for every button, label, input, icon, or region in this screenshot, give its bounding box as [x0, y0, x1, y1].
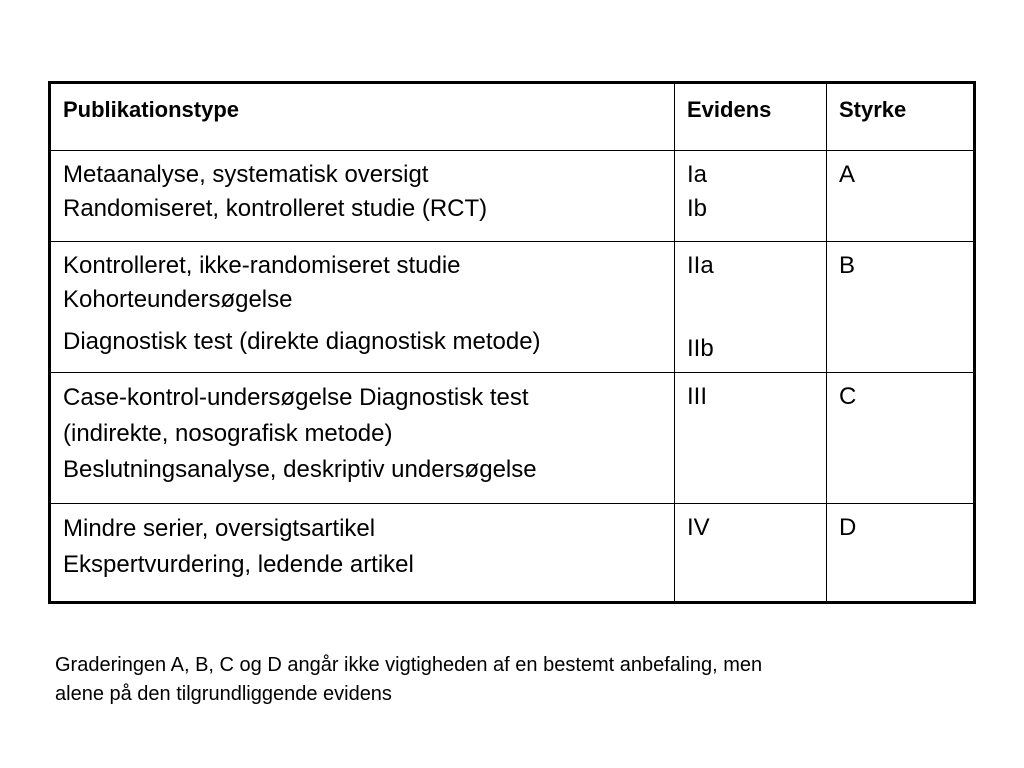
publication-type-line: Randomiseret, kontrolleret studie (RCT) — [63, 195, 488, 222]
publication-type-line: Case-kontrol-undersøgelse Diagnostisk test — [63, 384, 529, 411]
evidence-level: Ib — [687, 195, 708, 222]
footnote-line: Graderingen A, B, C og D angår ikke vigtigheden af en bestemt anbefaling, men — [55, 654, 763, 676]
publication-type-line: (indirekte, nosografisk metode) — [63, 420, 393, 447]
evidence-cell — [675, 504, 827, 603]
strength-cell: D — [827, 504, 975, 603]
publication-type-cell — [50, 151, 675, 242]
evidence-table — [48, 81, 976, 604]
table-row — [50, 242, 975, 373]
evidence-level: IIa — [687, 252, 714, 279]
table-row — [50, 373, 975, 504]
evidence-level: IV — [687, 514, 710, 541]
strength-cell: B — [827, 242, 975, 373]
publication-type-line: Kontrolleret, ikke-randomiseret studie — [63, 252, 461, 279]
publication-type-line: Beslutningsanalyse, deskriptiv undersøgelse — [63, 456, 537, 483]
footnote — [55, 651, 985, 709]
table-row — [50, 151, 975, 242]
publication-type-line: Ekspertvurdering, ledende artikel — [63, 551, 414, 578]
evidence-cell — [675, 242, 827, 373]
evidence-level: III — [687, 383, 708, 410]
table-row — [50, 504, 975, 603]
evidence-cell — [675, 151, 827, 242]
evidence-cell — [675, 373, 827, 504]
header-evidence: Evidens — [675, 83, 827, 151]
header-publication-type: Publikationstype — [50, 83, 675, 151]
evidence-level: Ia — [687, 161, 708, 188]
publication-type-cell — [50, 504, 675, 603]
header-strength: Styrke — [827, 83, 975, 151]
publication-type-cell — [50, 242, 675, 373]
publication-type-line: Mindre serier, oversigtsartikel — [63, 515, 376, 542]
publication-type-line: Metaanalyse, systematisk oversigt — [63, 161, 429, 188]
evidence-level: IIb — [687, 335, 714, 362]
strength-cell: A — [827, 151, 975, 242]
table-header-row — [50, 83, 975, 151]
publication-type-line: Kohorteundersøgelse — [63, 286, 293, 313]
publication-type-cell — [50, 373, 675, 504]
footnote-line: alene på den tilgrundliggende evidens — [55, 683, 392, 705]
publication-type-line: Diagnostisk test (direkte diagnostisk metode) — [63, 328, 541, 355]
strength-cell: C — [827, 373, 975, 504]
